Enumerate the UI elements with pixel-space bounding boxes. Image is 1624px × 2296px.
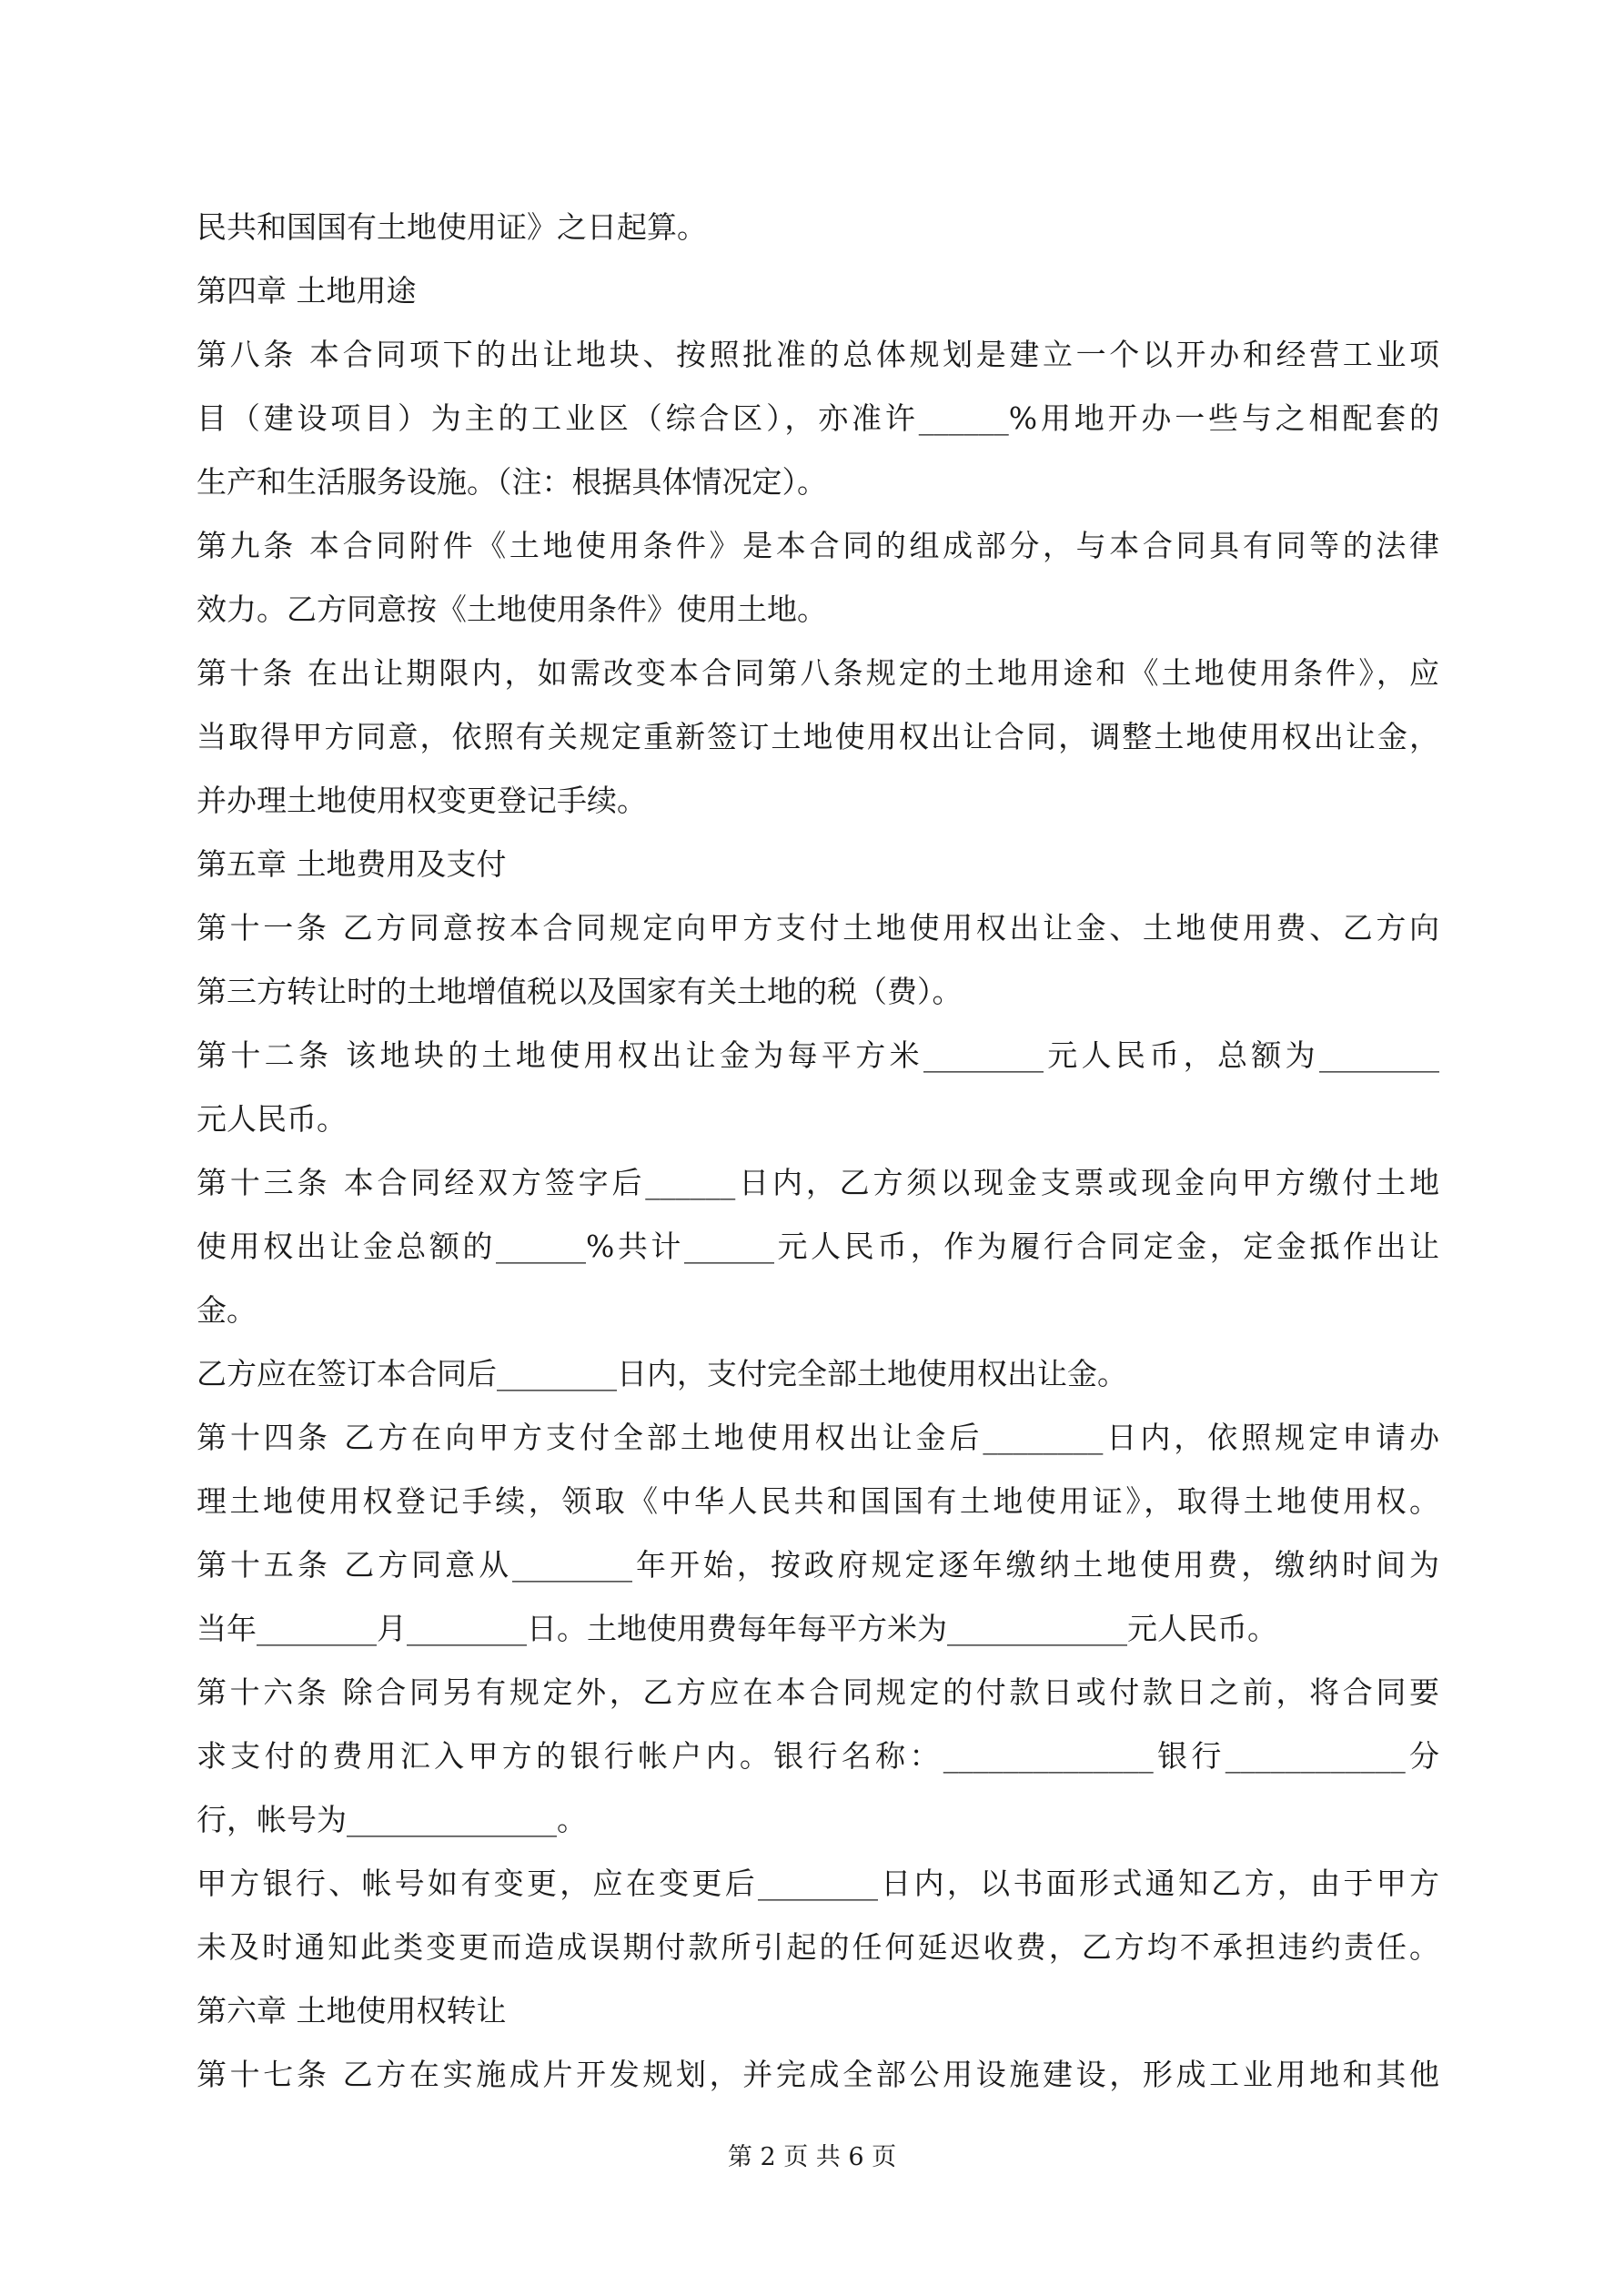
text-line: 并办理土地使用权变更登记手续。 [197, 783, 647, 818]
text-line: 乙方应在签订本合同后________日内，支付完全部土地使用权出让金。 [197, 1356, 1127, 1391]
text-line: 求支付的费用汇入甲方的银行帐户内。银行名称：______________银行____________分 [197, 1738, 1439, 1774]
text-line: 第三方转让时的土地增值税以及国家有关土地的税（费）。 [197, 974, 963, 1009]
text-line: 第五章 土地费用及支付 [197, 846, 507, 882]
text-line: 未及时通知此类变更而造成误期付款所引起的任何延迟收费，乙方均不承担违约责任。 [197, 1929, 1439, 1965]
text-line: 第十一条 乙方同意按本合同规定向甲方支付土地使用权出让金、土地使用费、乙方向 [197, 910, 1439, 946]
text-line: 理土地使用权登记手续，领取《中华人民共和国国有土地使用证》，取得土地使用权。 [197, 1483, 1439, 1519]
page-number-footer: 第 2 页 共 6 页 [727, 2143, 897, 2171]
text-line: 金。 [197, 1292, 257, 1328]
text-line: 当年________月________日。土地使用费每年每平方米为____________元人民币。 [197, 1611, 1277, 1646]
text-line: 第十七条 乙方在实施成片开发规划，并完成全部公用设施建设，形成工业用地和其他 [197, 2057, 1439, 2092]
text-line: 使用权出让金总额的______%共计______元人民币，作为履行合同定金，定金抵作出让 [197, 1229, 1439, 1264]
text-line: 第六章 土地使用权转让 [197, 1993, 507, 2028]
text-line: 第十二条 该地块的土地使用权出让金为每平方米________元人民币，总额为________ [197, 1037, 1439, 1073]
text-line: 第十五条 乙方同意从________年开始，按政府规定逐年缴纳土地使用费，缴纳时间为 [197, 1547, 1439, 1583]
text-line: 效力。乙方同意按《土地使用条件》使用土地。 [197, 592, 827, 627]
document-body [197, 196, 1439, 2107]
text-line: 第十四条 乙方在向甲方支付全部土地使用权出让金后________日内，依照规定申请办 [197, 1420, 1439, 1455]
text-line: 甲方银行、帐号如有变更，应在变更后________日内，以书面形式通知乙方，由于甲方 [197, 1866, 1439, 1901]
text-line: 当取得甲方同意，依照有关规定重新签订土地使用权出让合同，调整土地使用权出让金， [197, 719, 1439, 754]
text-line: 第九条 本合同附件《土地使用条件》是本合同的组成部分，与本合同具有同等的法律 [197, 528, 1439, 563]
text-line: 第十条 在出让期限内，如需改变本合同第八条规定的土地用途和《土地使用条件》，应 [197, 655, 1439, 691]
text-line: 第四章 土地用途 [197, 273, 417, 308]
text-line: 第十三条 本合同经双方签字后______日内，乙方须以现金支票或现金向甲方缴付土地 [197, 1165, 1439, 1200]
text-line: 第八条 本合同项下的出让地块、按照批准的总体规划是建立一个以开办和经营工业项 [197, 337, 1439, 372]
text-line: 第十六条 除合同另有规定外，乙方应在本合同规定的付款日或付款日之前，将合同要 [197, 1674, 1439, 1710]
text-line: 行，帐号为______________。 [197, 1802, 587, 1837]
text-line: 目（建设项目）为主的工业区（综合区），亦准许______%用地开办一些与之相配套的 [197, 400, 1439, 436]
text-line: 元人民币。 [197, 1101, 347, 1137]
text-line: 民共和国国有土地使用证》之日起算。 [197, 209, 707, 245]
text-line: 生产和生活服务设施。（注：根据具体情况定）。 [197, 464, 827, 500]
